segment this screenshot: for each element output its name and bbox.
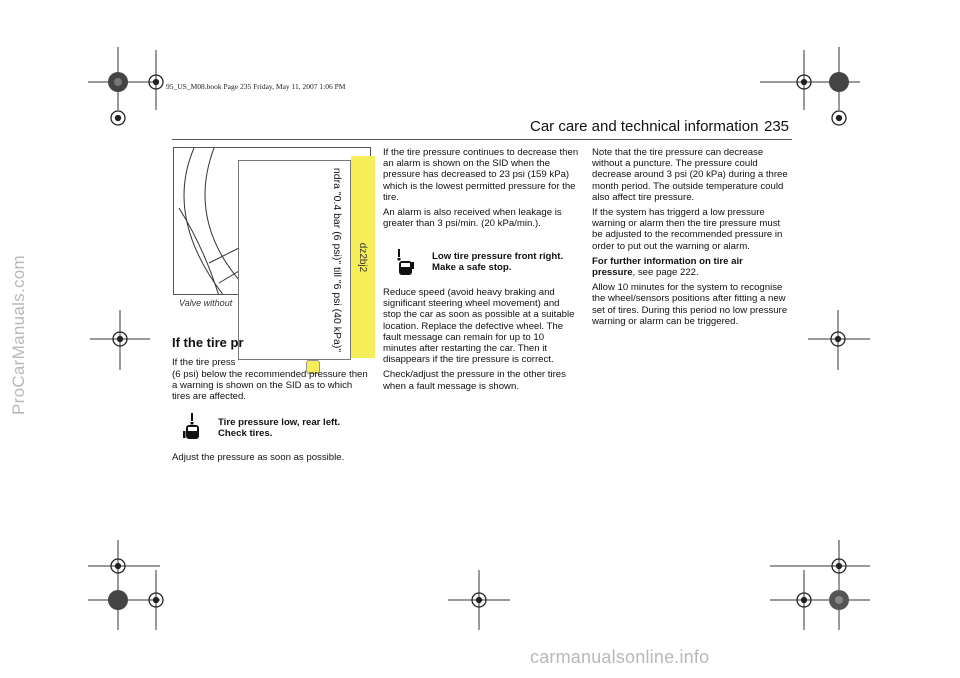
sid-message-rear-left: Tire pressure low, rear left. Check tires.	[218, 417, 341, 440]
site-watermark: carmanualsonline.info	[530, 647, 710, 667]
further-info-link[interactable]: For further information on tire air pressure	[592, 255, 743, 279]
reduce-speed-paragraph: Reduce speed (avoid heavy braking and significant steering wheel movement) and stop the car as soon as possible at a suitable location. Replace the defective wheel. The fault message can remain for up to 10 minutes after restarting the car. Then it disappears if the tire pressure is correct.	[383, 287, 575, 366]
pressure-decrease-paragraph: Note that the tire pressure can decrease without a puncture. The pressure could decrease around 3 psi (20 kPa) during a three month period. The outside temperature could also affect tire pressure.	[592, 147, 788, 203]
section-heading: If the tire pr	[172, 335, 244, 350]
page-number: 235	[764, 118, 790, 135]
sid-message-front-right: Low tire pressure front right. Make a safe stop.	[432, 251, 564, 274]
intro-fragment: If the tire press	[172, 357, 236, 368]
further-info-paragraph	[592, 256, 788, 278]
page-reference: , see page 222.	[632, 267, 699, 279]
figure-code	[351, 156, 375, 358]
column1-after	[172, 452, 368, 467]
figure-code-text: dz2bj2	[357, 242, 369, 272]
column1-intro-body	[172, 369, 368, 407]
section-title: Car care and technical information	[530, 118, 759, 135]
car-warning-icon	[396, 249, 414, 275]
alarm-paragraph: If the tire pressure continues to decrease then an alarm is shown on the SID when the pressure has decreased to 23 psi (159 kPa) which is the lowest permitted pressure for the tire.	[383, 147, 579, 203]
column3	[592, 147, 788, 331]
intro-body: (6 psi) below the recommended pressure then a warning is shown on the SID as to which tires are affected.	[172, 369, 368, 403]
annotation-note	[326, 162, 348, 358]
adjust-advice: Adjust the pressure as soon as possible.	[172, 452, 345, 463]
recognition-paragraph: Allow 10 minutes for the system to recognise the wheel/sensors positions after fitting a new set of tires. During this period no low pressure warning or alarm can be triggered.	[592, 282, 788, 327]
figure-caption: Valve without	[179, 298, 233, 308]
header-divider	[172, 139, 792, 140]
column2-bottom	[383, 287, 579, 396]
column2-top	[383, 147, 579, 233]
book-file-note: 95_US_M08.book Page 235 Friday, May 11, 2007 1:06 PM	[166, 82, 346, 91]
adjust-warning-paragraph: If the system has triggerd a low pressure warning or alarm then the tire pressure must be adjusted to the recommended pressure in order to put out the warning or alarm.	[592, 207, 783, 252]
side-watermark	[4, 250, 34, 420]
check-pressure-paragraph: Check/adjust the pressure in the other tires when a fault message is shown.	[383, 369, 566, 392]
leakage-paragraph: An alarm is also received when leakage is greater than 3 psi/min. (20 kPa/min.).	[383, 207, 562, 230]
annotation-note-text: ndra "0.4 bar (6 psi)" till "6 psi (40 kPa)"	[331, 167, 343, 353]
side-watermark-text: ProCarManuals.com	[9, 254, 29, 416]
car-warning-icon	[183, 413, 201, 439]
